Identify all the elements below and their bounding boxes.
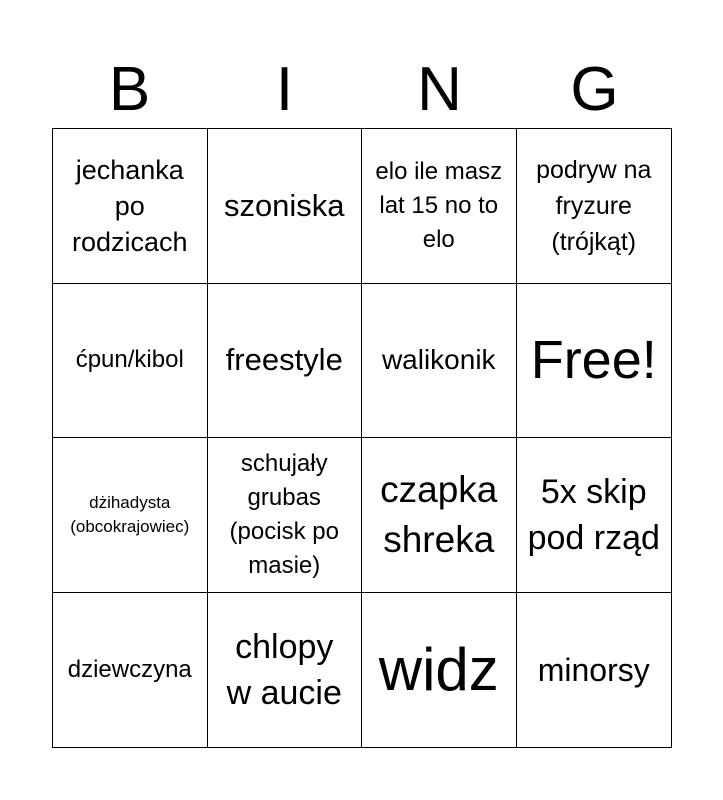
- bingo-cell[interactable]: [53, 129, 208, 284]
- cell-text: elo ile masz lat 15 no to elo: [375, 157, 503, 253]
- bingo-cell[interactable]: [517, 129, 672, 284]
- cell-text: dziewczyna: [67, 655, 192, 683]
- bingo-header: [52, 52, 672, 128]
- bingo-cell[interactable]: [208, 593, 363, 748]
- header-letter-b: B: [108, 55, 151, 124]
- cell-text: widz: [378, 635, 499, 703]
- cell-text: chlopy w aucie: [226, 627, 342, 712]
- bingo-cell[interactable]: [53, 593, 208, 748]
- bingo-board: [52, 128, 672, 748]
- bingo-cell[interactable]: [53, 284, 208, 439]
- bingo-cell[interactable]: [208, 284, 363, 439]
- cell-text: schujały grubas (pocisk po masie): [229, 449, 339, 579]
- bingo-cell[interactable]: [517, 438, 672, 593]
- bingo-cell[interactable]: [362, 593, 517, 748]
- bingo-cell[interactable]: [517, 284, 672, 439]
- cell-text: podryw na fryzure (trójkąt): [536, 155, 652, 256]
- free-space: Free!: [530, 330, 657, 391]
- header-letter-i: I: [275, 55, 294, 124]
- bingo-cell[interactable]: [53, 438, 208, 593]
- cell-text: szoniska: [223, 187, 345, 223]
- cell-text: jechanka po rodzicach: [71, 154, 188, 257]
- header-letter-n: N: [417, 55, 462, 124]
- bingo-cell[interactable]: [362, 284, 517, 439]
- cell-text: czapka shreka: [380, 468, 498, 560]
- bingo-cell[interactable]: [208, 438, 363, 593]
- bingo-cell[interactable]: [208, 129, 363, 284]
- header-letter-g: G: [570, 55, 619, 124]
- cell-text: freestyle: [225, 342, 343, 378]
- cell-text: 5x skip pod rząd: [527, 472, 660, 557]
- bingo-cell[interactable]: [362, 129, 517, 284]
- cell-text: dżihadysta (obcokrajowiec): [70, 492, 190, 536]
- bingo-cell[interactable]: [517, 593, 672, 748]
- bingo-cell[interactable]: [362, 438, 517, 593]
- cell-text: walikonik: [381, 344, 496, 376]
- cell-text: ćpun/kibol: [75, 346, 184, 374]
- cell-text: minorsy: [537, 651, 650, 688]
